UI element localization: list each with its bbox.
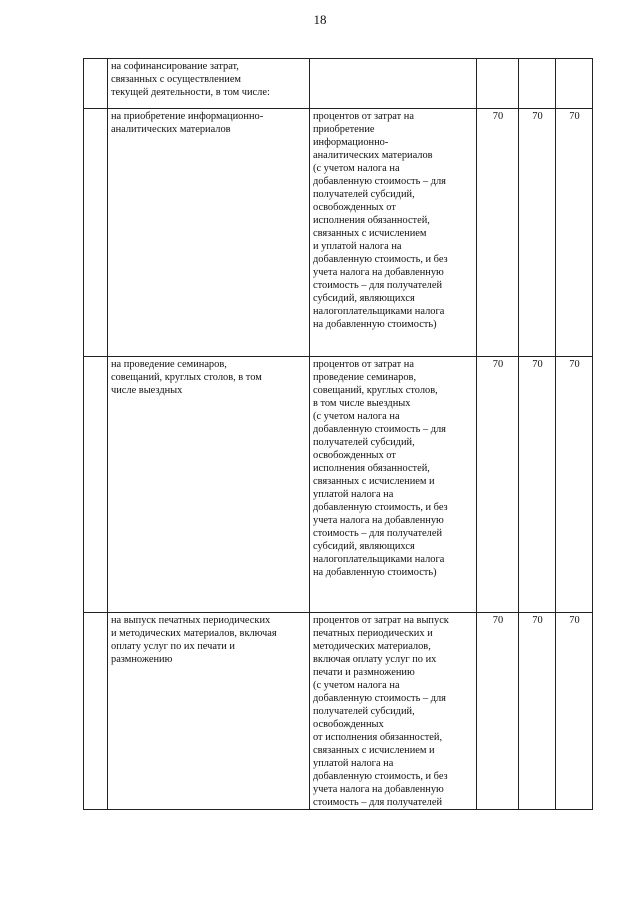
description-line: на проведение семинаров,: [111, 359, 227, 370]
unit-line: освобожденных от: [313, 202, 396, 213]
unit-cell: [310, 613, 477, 810]
unit-line: исполнения обязанностей,: [313, 463, 430, 474]
unit-cell: [310, 109, 477, 357]
value-cell: 70: [556, 109, 593, 357]
page-number: 18: [313, 12, 327, 27]
description-line: размножению: [111, 654, 173, 665]
description-cell: [108, 357, 310, 613]
unit-line: на добавленную стоимость): [313, 567, 437, 578]
description-line: совещаний, круглых столов, в том: [111, 372, 262, 383]
unit-line: включая оплату услуг по их: [313, 654, 437, 665]
unit-line: связанных с исчислением и: [313, 745, 435, 756]
unit-line: приобретение: [313, 124, 375, 135]
unit-line: (с учетом налога на: [313, 163, 400, 174]
unit-line: процентов от затрат на: [313, 111, 414, 122]
unit-line: на добавленную стоимость): [313, 319, 437, 330]
unit-line: добавленную стоимость, и без: [313, 502, 448, 513]
unit-line: добавленную стоимость – для: [313, 693, 446, 704]
description-line: числе выездных: [111, 385, 183, 396]
unit-cell: [310, 59, 477, 109]
unit-line: субсидий, являющихся: [313, 541, 415, 552]
value-cell: [556, 59, 593, 109]
description-line: на выпуск печатных периодических: [111, 615, 271, 626]
value-cell: 70: [519, 109, 556, 357]
unit-line: освобожденных: [313, 719, 384, 730]
description-cell: [108, 109, 310, 357]
unit-line: налогоплательщиками налога: [313, 554, 445, 565]
unit-line: в том числе выездных: [313, 398, 411, 409]
value-cell: 70: [477, 357, 519, 613]
unit-line: связанных с исчислением и: [313, 476, 435, 487]
unit-line: добавленную стоимость – для: [313, 176, 446, 187]
description-line: на приобретение информационно-: [111, 111, 264, 122]
unit-line: получателей субсидий,: [313, 437, 415, 448]
value-cell: 70: [477, 613, 519, 810]
unit-line: проведение семинаров,: [313, 372, 417, 383]
value-cell: 70: [519, 613, 556, 810]
unit-cell: [310, 357, 477, 613]
value-cell: [519, 59, 556, 109]
unit-line: уплатой налога на: [313, 758, 394, 769]
unit-line: учета налога на добавленную: [313, 267, 444, 278]
unit-line: аналитических материалов: [313, 150, 433, 161]
index-cell: [84, 613, 108, 810]
unit-line: процентов от затрат на: [313, 359, 414, 370]
subsidy-table: [83, 58, 593, 810]
unit-line: субсидий, являющихся: [313, 293, 415, 304]
unit-line: стоимость – для получателей: [313, 797, 443, 808]
unit-line: добавленную стоимость – для: [313, 424, 446, 435]
unit-line: получателей субсидий,: [313, 706, 415, 717]
description-line: на софинансирование затрат,: [111, 61, 239, 72]
description-line: аналитических материалов: [111, 124, 231, 135]
value-cell: [477, 59, 519, 109]
description-cell: [108, 613, 310, 810]
index-cell: [84, 109, 108, 357]
unit-line: информационно-: [313, 137, 389, 148]
unit-line: совещаний, круглых столов,: [313, 385, 438, 396]
unit-line: освобожденных от: [313, 450, 396, 461]
unit-line: добавленную стоимость, и без: [313, 254, 448, 265]
value-cell: 70: [477, 109, 519, 357]
unit-line: (с учетом налога на: [313, 680, 400, 691]
table-row: [84, 59, 593, 109]
description-cell: [108, 59, 310, 109]
table-row: [84, 613, 593, 810]
unit-line: стоимость – для получателей: [313, 280, 443, 291]
unit-line: учета налога на добавленную: [313, 784, 444, 795]
description-line: и методических материалов, включая: [111, 628, 277, 639]
unit-line: и уплатой налога на: [313, 241, 402, 252]
unit-line: добавленную стоимость, и без: [313, 771, 448, 782]
description-line: оплату услуг по их печати и: [111, 641, 235, 652]
unit-line: (с учетом налога на: [313, 411, 400, 422]
value-cell: 70: [556, 613, 593, 810]
unit-line: получателей субсидий,: [313, 189, 415, 200]
unit-line: связанных с исчислением: [313, 228, 427, 239]
table-row: [84, 357, 593, 613]
unit-line: налогоплательщиками налога: [313, 306, 445, 317]
table-row: [84, 109, 593, 357]
unit-line: процентов от затрат на выпуск: [313, 615, 449, 626]
unit-line: печати и размножению: [313, 667, 415, 678]
table-body: [84, 59, 593, 810]
value-cell: 70: [556, 357, 593, 613]
unit-line: печатных периодических и: [313, 628, 433, 639]
description-line: связанных с осуществлением: [111, 74, 242, 85]
unit-line: учета налога на добавленную: [313, 515, 444, 526]
value-cell: 70: [519, 357, 556, 613]
unit-line: методических материалов,: [313, 641, 431, 652]
unit-line: уплатой налога на: [313, 489, 394, 500]
unit-line: от исполнения обязанностей,: [313, 732, 443, 743]
unit-line: исполнения обязанностей,: [313, 215, 430, 226]
unit-line: стоимость – для получателей: [313, 528, 443, 539]
index-cell: [84, 59, 108, 109]
description-line: текущей деятельности, в том числе:: [111, 87, 270, 98]
index-cell: [84, 357, 108, 613]
